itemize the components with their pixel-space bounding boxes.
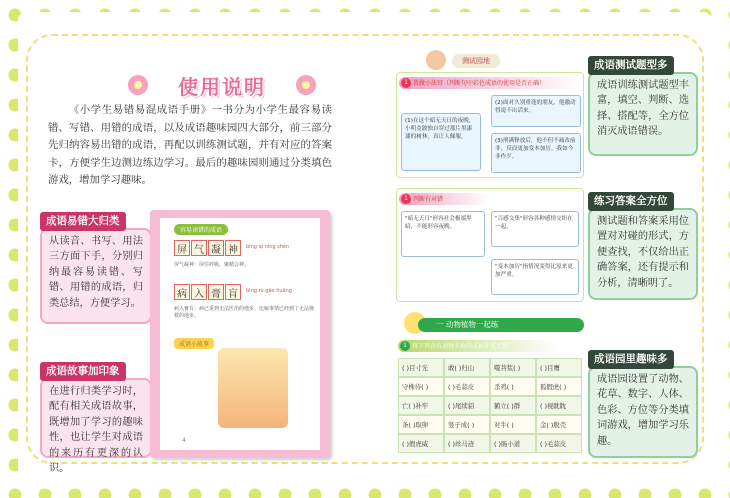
section-title: 判断有对错 [413,196,444,203]
answer-panel [396,188,584,302]
question-box: (3)刑满释放后，他不但不痛改前非，反而更加变本加厉，我如今非作歹。 [491,133,581,173]
callout-text: 成语园设置了动物、花草、数字、人体、色彩、方位等分类填词游戏，增加学习乐趣。 [597,374,689,447]
idiom-char: 肓 [225,284,241,300]
test-area-tab: 测试园地 [452,54,500,68]
grid-cell: 守株待( ) [398,377,444,396]
story-illustration [218,348,288,428]
callout-text: 从读音、书写、用法三方面下手，分别归纳最容易读错、写错、用错的成语，归类总结，方便学习。 [49,236,143,309]
callout-title: 成语测试题型多 [588,56,674,75]
idiom-char: 气 [191,240,207,256]
grid-cell: 竖子成( ) [444,415,490,434]
callout-title: 成语易错大归类 [40,212,126,231]
character-icon [426,50,446,70]
intro-paragraph: 《小学生易错易混成语手册》一书分为小学生最容易读错、写错、用错的成语，以及成语趣味园四大部分，前三部分先归纳容易出错的成语，再配以训练测试题，并有对应的答案卡，方便学生边测边练边学习。最后的趣味园则通过分类填色游戏，增加学习趣味。 [48,104,332,187]
section-header [399,193,489,205]
answer-box: "变本加厉"指情况变得比原来更加严重。 [491,259,579,295]
grid-cell: 狐假虎( ) [536,377,582,396]
idiom-char: 膏 [208,284,224,300]
callout-title: 成语园里趣味多 [588,350,674,369]
grid-cell: 亡( )补牢 [398,396,444,415]
book-section-header: 容易读错的成语 [174,224,228,235]
test-panel [396,72,584,178]
callout-text: 在进行归类学习时，配有相关成语故事，既增加了学习的趣味性，也让学生对成语的来历有更深的认识。 [49,386,143,475]
idiom-char: 神 [225,240,241,256]
idiom-explanation: 病入膏肓：病已重到无法医治的地步。比喻事情已经到了无法挽救的地步。 [174,306,315,319]
callout-text: 测试题和答案采用位置对对碰的形式，方便查找，不仅给出正确答案，还有提示和分析，清晰明了。 [597,216,689,289]
callout-idiom-stories [40,365,152,475]
page-number: 4 [182,437,186,444]
callout-title: 练习答案全方位 [588,192,674,211]
grid-cell: 鹤立( )群 [490,396,536,415]
callout-test-types [588,59,698,156]
grid-cell: 杀鸡( ) [490,377,536,396]
grid-cell: ( )视眈眈 [536,396,582,415]
section-number: 1 [401,78,411,88]
game-section-header: 一 动物植物一起练 [418,318,584,332]
grid-cell: ( )目寸光 [398,358,444,377]
book-thumbnail [150,210,330,458]
callout-fun-garden [588,353,698,458]
story-tag: 成语小故事 [174,338,214,349]
grid-cell: ( )毛蒜皮 [444,377,490,396]
idiom-char: 入 [191,284,207,300]
pinyin: bìng rù gāo huāng [246,288,292,294]
grid-cell: ( )肠小道 [490,434,536,453]
grid-cell: ( )尾续貂 [444,396,490,415]
grid-cell: 敢( )归山 [444,358,490,377]
grid-cell: 对牛( ) [490,415,536,434]
grid-cell: ( )丝马迹 [444,434,490,453]
pinyin: bǐng qì níng shén [246,244,290,250]
section-title: 我做小法官（判断句中彩色成语的使用是否正确） [413,80,546,87]
section-title: 将下列含有动物名称的成语补充完整 [412,343,509,350]
callout-error-classification [40,215,152,324]
section-number: 1 [401,194,411,204]
section-header [399,77,581,89]
callout-title: 成语故事加印象 [40,362,126,381]
callout-answers [588,195,698,300]
idiom-char: 病 [174,284,190,300]
grid-cell: ( )目鹰 [536,358,582,377]
answer-box: "百感交集"形容各种感情交织在一起。 [491,211,579,247]
title-banner [132,68,312,102]
answer-box: "暗无天日"形容社会极端黑暗，不能形容夜晚。 [401,211,485,257]
grid-cell: 噬菩浆( ) [490,358,536,377]
idiom-explanation: 屏气凝神：屏住呼吸，聚精会神。 [174,262,250,268]
idiom-boxes-1 [174,240,241,256]
section-number: 1 [400,341,410,351]
grid-cell: ( )假虎威 [398,434,444,453]
grid-cell: 条( )取卵 [398,415,444,434]
grid-cell: 金( )脱壳 [536,415,582,434]
book-page [160,218,320,450]
question-box: (1)在这个暗无天日的夜晚，小明竟敢独自穿过那片黑漆漆的树林，真让人佩服。 [401,113,481,171]
section-header [398,340,558,352]
idiom-fill-grid [398,358,582,453]
question-box: (2)面对久别重逢的朋友，他激动得说不出话来。 [491,95,581,127]
callout-text: 成语训练测试题型丰富，填空、判断、选择、搭配等，全方位消灭成语错误。 [597,80,689,138]
idiom-char: 屏 [174,240,190,256]
idiom-char: 凝 [208,240,224,256]
idiom-boxes-2 [174,284,241,300]
page-title: 使用说明 [178,74,266,99]
grid-cell: ( )毛蒜皮 [536,434,582,453]
